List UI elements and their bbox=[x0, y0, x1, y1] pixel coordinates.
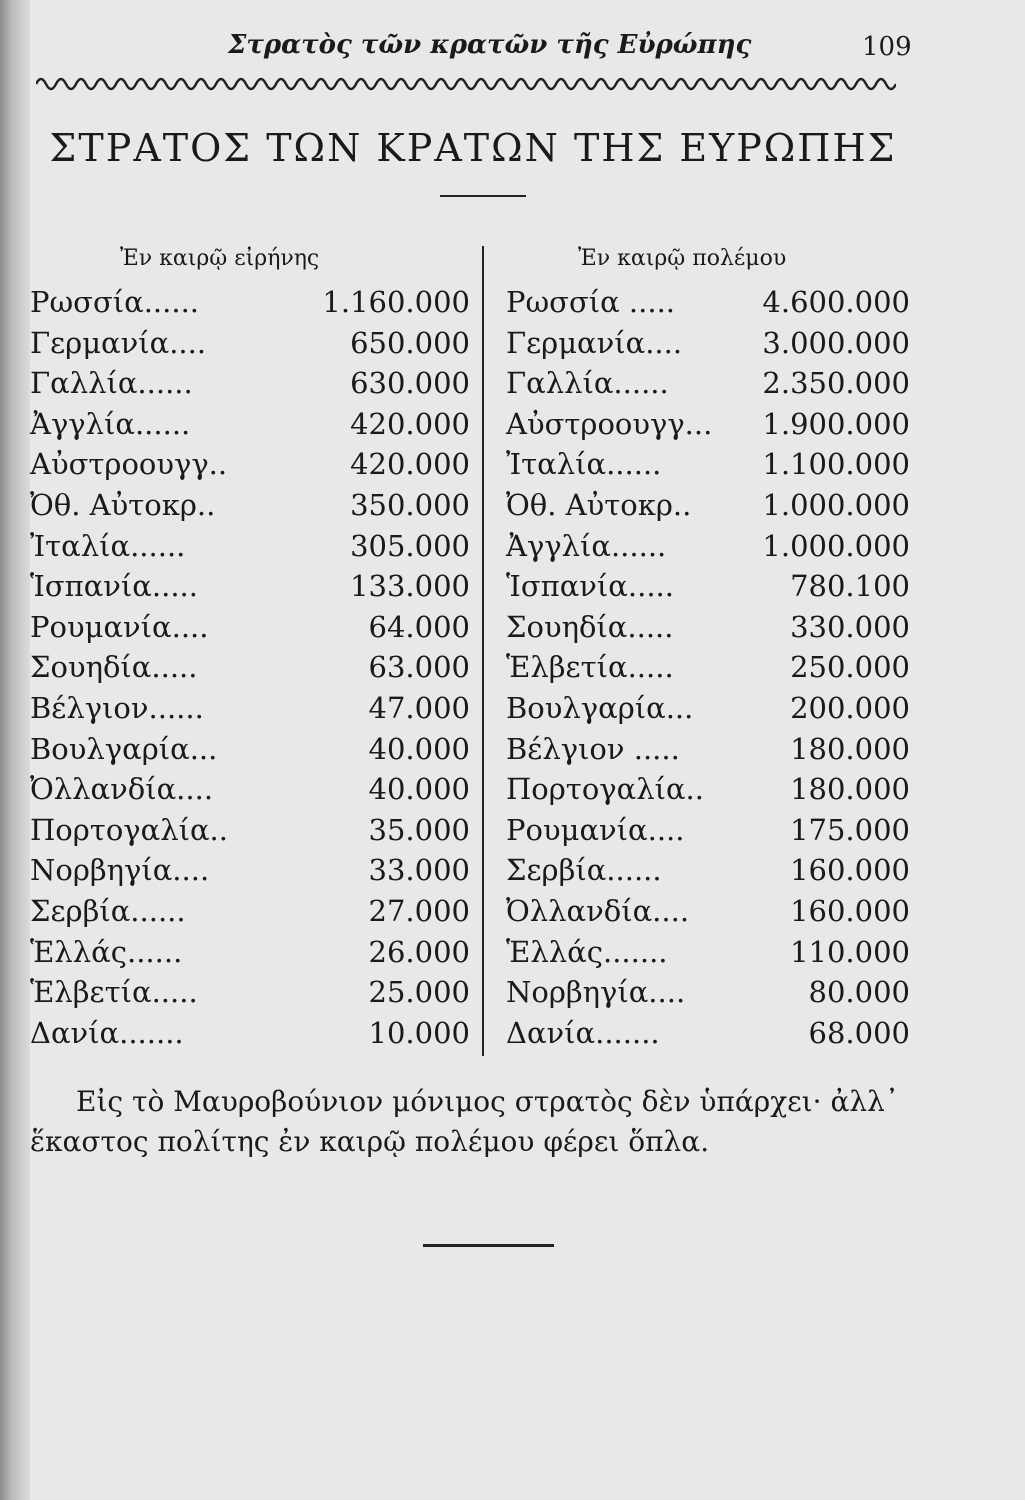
troop-count: 780.100 bbox=[790, 569, 910, 604]
table-row bbox=[30, 566, 470, 607]
country-name: Βουλγαρία... bbox=[30, 731, 218, 766]
country-name: Αὐστροουγγ... bbox=[506, 406, 713, 441]
table-row bbox=[506, 526, 910, 567]
troop-count: 68.000 bbox=[808, 1015, 910, 1050]
country-name: Βέλγιον...... bbox=[30, 690, 204, 725]
table-row bbox=[30, 485, 470, 526]
troop-count: 64.000 bbox=[368, 609, 470, 644]
column-divider bbox=[482, 246, 484, 1056]
table-row bbox=[506, 607, 910, 648]
troop-count: 160.000 bbox=[790, 853, 910, 888]
country-name: Σερβία...... bbox=[30, 893, 186, 928]
country-name: Δανία....... bbox=[506, 1015, 660, 1050]
country-name: Ἑλλάς...... bbox=[30, 934, 183, 969]
country-name: Γαλλία...... bbox=[506, 366, 669, 401]
page-number: 109 bbox=[862, 32, 912, 62]
table-row bbox=[506, 891, 910, 932]
country-name: Ἑλβετία..... bbox=[30, 975, 198, 1010]
country-name: Ἑλβετία..... bbox=[506, 650, 674, 685]
table-row bbox=[506, 647, 910, 688]
table-row bbox=[30, 688, 470, 729]
country-name: Ἀγγλία...... bbox=[506, 528, 667, 563]
country-name: Ἀγγλία...... bbox=[30, 406, 191, 441]
closing-rule bbox=[423, 1244, 554, 1247]
war-table bbox=[506, 282, 910, 1053]
table-row bbox=[506, 1013, 910, 1054]
troop-count: 1.160.000 bbox=[322, 285, 470, 319]
troop-count: 350.000 bbox=[350, 487, 470, 522]
country-name: Σερβία...... bbox=[506, 853, 662, 888]
troop-count: 420.000 bbox=[350, 406, 470, 441]
troop-count: 133.000 bbox=[350, 569, 470, 604]
table-row bbox=[30, 444, 470, 485]
table-row bbox=[506, 444, 910, 485]
troop-count: 305.000 bbox=[350, 528, 470, 563]
troop-count: 180.000 bbox=[790, 731, 910, 766]
troop-count: 200.000 bbox=[790, 690, 910, 725]
troop-count: 1.100.000 bbox=[762, 447, 910, 482]
country-name: Νορβηγία.... bbox=[506, 975, 686, 1010]
table-row bbox=[506, 485, 910, 526]
table-row bbox=[506, 566, 910, 607]
table-row bbox=[30, 891, 470, 932]
peace-column-heading: Ἐν καιρῷ εἰρήνης bbox=[120, 246, 320, 271]
country-name: Βέλγιον ..... bbox=[506, 731, 680, 766]
title-underline bbox=[440, 195, 526, 197]
country-name: Ὀλλανδία.... bbox=[30, 772, 214, 807]
table-row bbox=[30, 932, 470, 973]
country-name: Σουηδία..... bbox=[30, 650, 198, 685]
table-row bbox=[506, 810, 910, 851]
country-name: Ρωσσία...... bbox=[30, 285, 200, 319]
troop-count: 63.000 bbox=[368, 650, 470, 685]
troop-count: 27.000 bbox=[368, 893, 470, 928]
troop-count: 175.000 bbox=[790, 812, 910, 847]
table-row bbox=[30, 1013, 470, 1054]
page-title: ΣΤΡΑΤΟΣ ΤΩΝ ΚΡΑΤΩΝ ΤΗΣ ΕΥΡΩΠΗΣ bbox=[49, 126, 897, 170]
country-name: Ρουμανία.... bbox=[506, 812, 685, 847]
country-name: Ρουμανία.... bbox=[30, 609, 209, 644]
table-row bbox=[30, 647, 470, 688]
table-row bbox=[506, 729, 910, 770]
troop-count: 35.000 bbox=[368, 812, 470, 847]
table-row bbox=[30, 850, 470, 891]
country-name: Πορτογαλία.. bbox=[30, 812, 228, 847]
country-name: Ὀλλανδία.... bbox=[506, 893, 690, 928]
troop-count: 26.000 bbox=[368, 934, 470, 969]
country-name: Βουλγαρία... bbox=[506, 690, 694, 725]
troop-count: 250.000 bbox=[790, 650, 910, 685]
troop-count: 47.000 bbox=[368, 690, 470, 725]
running-header-title: Στρατὸς τῶν κρατῶν τῆς Εὐρώπης bbox=[228, 30, 752, 60]
table-row bbox=[506, 282, 910, 323]
country-name: Αὐστροουγγ.. bbox=[30, 447, 228, 482]
table-row bbox=[506, 932, 910, 973]
table-row bbox=[30, 729, 470, 770]
table-row bbox=[506, 363, 910, 404]
table-row bbox=[30, 323, 470, 364]
peace-table bbox=[30, 282, 470, 1053]
country-name: Πορτογαλία.. bbox=[506, 772, 704, 807]
troop-count: 1.000.000 bbox=[762, 487, 910, 522]
country-name: Γερμανία.... bbox=[506, 325, 683, 360]
country-name: Γερμανία.... bbox=[30, 325, 207, 360]
troop-count: 80.000 bbox=[808, 975, 910, 1010]
table-row bbox=[506, 972, 910, 1013]
country-name: Ἰταλία...... bbox=[30, 528, 186, 563]
table-row bbox=[30, 363, 470, 404]
table-row bbox=[30, 810, 470, 851]
troop-count: 650.000 bbox=[350, 325, 470, 360]
table-row bbox=[506, 323, 910, 364]
table-row bbox=[30, 282, 470, 323]
country-name: Ὀθ. Αὐτοκρ.. bbox=[506, 487, 692, 522]
troop-count: 2.350.000 bbox=[762, 366, 910, 401]
troop-count: 420.000 bbox=[350, 447, 470, 482]
country-name: Ἱσπανία..... bbox=[30, 569, 198, 604]
country-name: Ρωσσία ..... bbox=[506, 285, 676, 319]
country-name: Ὀθ. Αὐτοκρ.. bbox=[30, 487, 216, 522]
country-name: Γαλλία...... bbox=[30, 366, 193, 401]
troop-count: 160.000 bbox=[790, 893, 910, 928]
troop-count: 110.000 bbox=[790, 934, 910, 969]
troop-count: 630.000 bbox=[350, 366, 470, 401]
table-row bbox=[506, 404, 910, 445]
table-row bbox=[30, 607, 470, 648]
country-name: Ἱσπανία..... bbox=[506, 569, 674, 604]
table-row bbox=[506, 769, 910, 810]
troop-count: 40.000 bbox=[368, 731, 470, 766]
troop-count: 1.900.000 bbox=[762, 406, 910, 441]
troop-count: 4.600.000 bbox=[762, 285, 910, 319]
table-row bbox=[30, 526, 470, 567]
troop-count: 3.000.000 bbox=[762, 325, 910, 360]
country-name: Δανία....... bbox=[30, 1015, 184, 1050]
country-name: Σουηδία..... bbox=[506, 609, 674, 644]
country-name: Νορβηγία.... bbox=[30, 853, 210, 888]
country-name: Ἑλλάς....... bbox=[506, 934, 668, 969]
troop-count: 40.000 bbox=[368, 772, 470, 807]
troop-count: 25.000 bbox=[368, 975, 470, 1010]
table-row bbox=[506, 850, 910, 891]
troop-count: 180.000 bbox=[790, 772, 910, 807]
table-row bbox=[506, 688, 910, 729]
troop-count: 330.000 bbox=[790, 609, 910, 644]
footnote-paragraph: Εἰς τὸ Μαυροβούνιον μόνιμος στρατὸς δὲν ὑπάρχει· ἀλλ᾽ ἕκαστος πολίτης ἐν καιρῷ πολέμου φέρει ὅπλα. bbox=[30, 1085, 899, 1158]
table-row bbox=[30, 769, 470, 810]
troop-count: 10.000 bbox=[368, 1015, 470, 1050]
page-binding-edge bbox=[0, 0, 30, 1500]
table-row bbox=[30, 972, 470, 1013]
country-name: Ἰταλία...... bbox=[506, 447, 662, 482]
table-row bbox=[30, 404, 470, 445]
decorative-wavy-rule bbox=[36, 70, 896, 94]
war-column-heading: Ἐν καιρῷ πολέμου bbox=[578, 246, 787, 271]
troop-count: 1.000.000 bbox=[762, 528, 910, 563]
troop-count: 33.000 bbox=[368, 853, 470, 888]
